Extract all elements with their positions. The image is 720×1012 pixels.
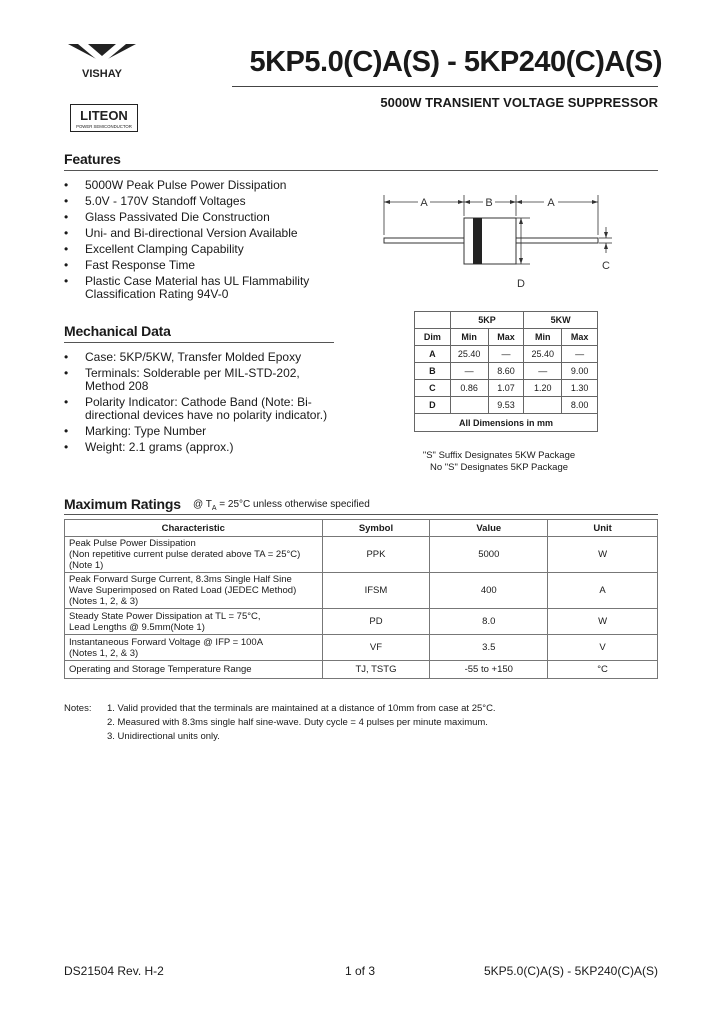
dim-cell: 8.00 [562,397,598,414]
ratings-col-value: Value [430,520,548,537]
dim-cell [450,397,488,414]
lead-left [384,238,464,243]
footer-doc-id: DS21504 Rev. H-2 [64,964,164,978]
char-line: Peak Pulse Power Dissipation [69,538,196,549]
char-line: (Notes 1, 2, & 3) [69,596,139,607]
feature-item: • Glass Passivated Die Construction [64,211,364,224]
lead-right [516,238,598,243]
ratings-symbol: TJ, TSTG [322,661,430,679]
dim-cell: 1.20 [524,380,562,397]
ratings-col-symbol: Symbol [322,520,430,537]
notes-label: Notes: [64,703,92,714]
ratings-unit: V [548,635,658,661]
note-item: 1. Valid provided that the terminals are maintained at a distance of 10mm from case at 25°C. [107,703,496,714]
ratings-symbol: PD [322,609,430,635]
feature-item: • Excellent Clamping Capability [64,243,364,256]
dim-cell: 0.86 [450,380,488,397]
ratings-value: 400 [430,573,548,609]
suffix-note-line: No "S" Designates 5KP Package [429,462,569,473]
ratings-value: 5000 [430,537,548,573]
mechanical-rule [64,342,334,343]
table-row [65,661,658,679]
ratings-condition [193,499,370,512]
ratings-rule [64,514,658,515]
dim-cell: D [415,397,451,414]
ratings-symbol: VF [322,635,430,661]
notes [64,702,664,752]
feature-item: • Uni- and Bi-directional Version Available [64,227,364,240]
ratings-unit: W [548,609,658,635]
ratings-value: -55 to +150 [430,661,548,679]
dim-cell: 9.53 [488,397,524,414]
dim-header-5kp: 5KP [450,312,524,329]
document-subtitle: 5000W TRANSIENT VOLTAGE SUPPRESSOR [380,95,658,110]
ratings-condition-pre: @ T [193,499,212,510]
dim-cell [524,397,562,414]
mechanical-heading: Mechanical Data [64,323,171,339]
vishay-logo-text: VISHAY [82,68,122,80]
ratings-characteristic [65,609,323,635]
liteon-logo-subtext: POWER SEMICONDUCTOR [76,124,132,129]
vishay-logo [68,44,136,80]
ratings-condition-post: = 25°C unless otherwise specified [216,499,370,510]
ratings-characteristic [65,661,323,679]
dim-cell: B [415,363,451,380]
mechanical-item: • Marking: Type Number [64,425,339,438]
ratings-characteristic [65,635,323,661]
char-line: Lead Lengths @ 9.5mm(Note 1) [69,621,205,633]
features-rule [64,170,658,171]
dim-label-c: C [602,260,610,272]
dim-label-d: D [517,278,525,290]
table-row [415,397,598,414]
dim-cell: — [524,363,562,380]
char-line: Instantaneous Forward Voltage @ IFP = 100A [69,636,264,648]
dim-cell: 25.40 [450,346,488,363]
dim-cell: 1.30 [562,380,598,397]
dim-header-5kw: 5KW [524,312,598,329]
char-line: Wave Superimposed on Rated Load (JEDEC Method) [69,585,297,596]
dim-label-b: B [485,197,493,209]
char-line: Operating and Storage Temperature Range [69,664,252,675]
dim-cell: C [415,380,451,397]
package-body [464,218,516,264]
suffix-note [414,450,584,474]
feature-item: • Plastic Case Material has UL Flammability Classification Rating 94V-0 [64,275,325,301]
ratings-unit: A [548,573,658,609]
dim-col-min: Min [524,329,562,346]
note-item: 2. Measured with 8.3ms single half sine-wave. Duty cycle = 4 pulses per minute maximum. [107,717,488,728]
ratings-col-unit: Unit [548,520,658,537]
ratings-symbol: IFSM [322,573,430,609]
dim-cell: 1.07 [488,380,524,397]
ratings-col-characteristic: Characteristic [65,520,323,537]
dim-cell: 25.40 [524,346,562,363]
ratings-table [64,519,658,679]
ratings-unit: °C [548,661,658,679]
ratings-unit: W [548,537,658,573]
ratings-heading: Maximum Ratings [64,496,181,512]
dim-cell: 9.00 [562,363,598,380]
ratings-characteristic [65,573,323,609]
ratings-value: 8.0 [430,609,548,635]
feature-item: • 5000W Peak Pulse Power Dissipation [64,179,364,192]
feature-item: • 5.0V - 170V Standoff Voltages [64,195,364,208]
cathode-band [473,218,482,264]
table-row [65,573,658,609]
note-item: 3. Unidirectional units only. [107,731,220,742]
package-outline-diagram [380,185,620,295]
table-row [65,609,658,635]
mechanical-item: • Terminals: Solderable per MIL-STD-202, Method 208 [64,367,315,393]
ratings-symbol: PPK [322,537,430,573]
table-row [415,363,598,380]
char-line: Steady State Power Dissipation at TL = 75°C, [69,610,261,622]
mechanical-item: • Polarity Indicator: Cathode Band (Note: Bi-directional devices have no polarity indicator.) [64,396,330,422]
document-title: 5KP5.0(C)A(S) - 5KP240(C)A(S) [249,46,662,78]
liteon-logo [70,104,138,132]
dim-cell: A [415,346,451,363]
features-list [64,179,364,304]
table-row [415,380,598,397]
dim-col-min: Min [450,329,488,346]
dim-col-max: Max [562,329,598,346]
dim-col-dim: Dim [415,329,451,346]
table-row [65,635,658,661]
dim-cell: 8.60 [488,363,524,380]
ratings-characteristic [65,537,323,573]
ratings-value: 3.5 [430,635,548,661]
liteon-logo-text: LITEON [80,108,128,123]
features-heading: Features [64,151,121,167]
ratings-condition-sub: A [211,505,217,512]
footer-part-range: 5KP5.0(C)A(S) - 5KP240(C)A(S) [483,964,658,978]
dim-cell: — [450,363,488,380]
dimension-table [414,311,598,432]
dim-label-a-right: A [547,197,555,209]
footer-page-number: 1 of 3 [344,964,376,978]
char-line: (Note 1) [69,560,104,571]
dim-header-blank [415,312,451,329]
mechanical-item: • Weight: 2.1 grams (approx.) [64,441,339,454]
char-line: (Non repetitive current pulse derated above TA = 25°C) [69,549,301,560]
dim-cell: — [562,346,598,363]
table-row [65,537,658,573]
char-line: Peak Forward Surge Current, 8.3ms Single Half Sine [69,574,292,585]
feature-item: • Fast Response Time [64,259,364,272]
mechanical-item: • Case: 5KP/5KW, Transfer Molded Epoxy [64,351,339,364]
dim-table-footer: All Dimensions in mm [415,414,598,432]
char-line: (Notes 1, 2, & 3) [69,647,139,659]
suffix-note-line: "S" Suffix Designates 5KW Package [422,450,576,461]
dim-cell: — [488,346,524,363]
dim-col-max: Max [488,329,524,346]
dim-label-a-left: A [420,197,428,209]
title-rule [232,86,658,87]
table-row [415,346,598,363]
mechanical-list [64,351,339,457]
